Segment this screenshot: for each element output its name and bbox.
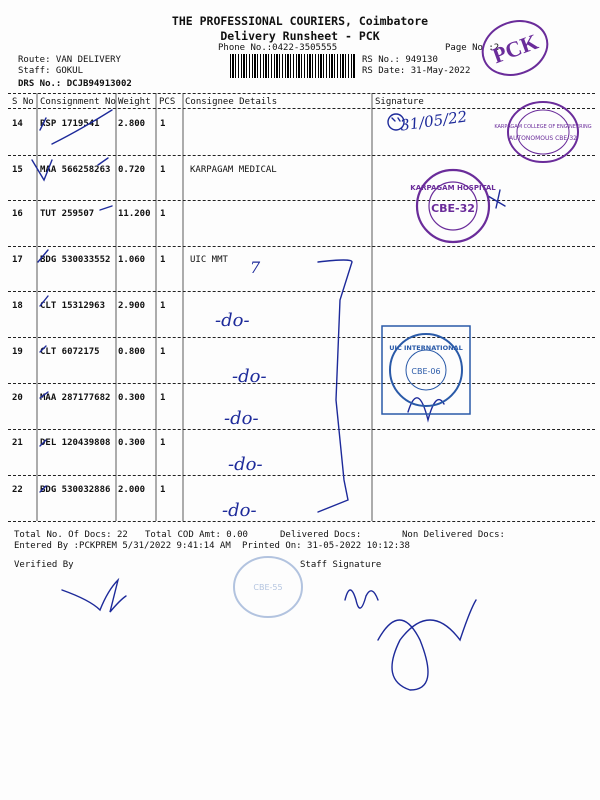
hospital-stamp-city: CBE-32 xyxy=(431,202,475,215)
entered-by: Entered By :PCKPREM 5/31/2022 9:41:14 AM xyxy=(14,541,231,551)
row-weight: 0.300 xyxy=(118,393,146,403)
row-sno: 18 xyxy=(12,301,23,311)
uic-stamp xyxy=(378,322,474,418)
row-pcs: 1 xyxy=(160,485,166,495)
row-weight: 0.800 xyxy=(118,347,146,357)
faint-stamp xyxy=(228,552,308,622)
delivered-docs: Delivered Docs: xyxy=(280,530,362,540)
college-stamp-sub: AUTONOMOUS CBE-32 xyxy=(509,135,577,142)
ditto-mark: -do- xyxy=(228,454,263,475)
row-sno: 16 xyxy=(12,209,23,219)
row-pcs: 1 xyxy=(160,301,166,311)
handwritten-date: 31/05/22 xyxy=(399,107,469,135)
row-pcs: 1 xyxy=(160,393,166,403)
document-subtitle: Delivery Runsheet - PCK xyxy=(220,29,380,43)
row-consignment: DEL 120439808 xyxy=(40,438,111,448)
col-header-consignee: Consignee Details xyxy=(185,97,278,107)
col-header-consignment: Consignment No xyxy=(40,97,116,107)
phone-number: Phone No.:0422-3505555 xyxy=(218,43,338,53)
col-header-pcs: PCS xyxy=(159,97,176,107)
rs-date: RS Date: 31-May-2022 xyxy=(362,66,471,76)
ditto-mark: -do- xyxy=(224,408,259,429)
staff: Staff: GOKUL xyxy=(18,66,84,76)
college-stamp-text: KARPAGAM COLLEGE OF ENGINEERING xyxy=(494,124,592,130)
row-weight: 2.800 xyxy=(118,119,146,129)
hospital-stamp-text: KARPAGAM HOSPITAL xyxy=(410,184,496,192)
col-header-signature: Signature xyxy=(375,97,424,107)
row-sno: 21 xyxy=(12,438,23,448)
page-number: Page No :2 xyxy=(445,43,500,53)
row-consignment: RSP 1719541 xyxy=(40,119,100,129)
row-consignment: BDG 530033552 xyxy=(40,255,111,265)
row-consignee: KARPAGAM MEDICAL xyxy=(190,165,277,175)
hospital-stamp xyxy=(410,166,496,246)
document-title: THE PROFESSIONAL COURIERS, Coimbatore xyxy=(171,14,429,28)
row-sno: 15 xyxy=(12,165,23,175)
row-weight: 11.200 xyxy=(118,209,151,219)
row-sno: 17 xyxy=(12,255,23,265)
pck-stamp-text: PCK xyxy=(489,28,542,69)
row-weight: 0.720 xyxy=(118,165,146,175)
uic-stamp-city: CBE-06 xyxy=(411,367,441,376)
faint-stamp-text: CBE-55 xyxy=(253,583,283,592)
route: Route: VAN DELIVERY xyxy=(18,55,121,65)
row-weight: 1.060 xyxy=(118,255,146,265)
college-stamp xyxy=(494,98,592,166)
col-header-weight: Weight xyxy=(118,97,151,107)
ditto-mark: -do- xyxy=(215,310,250,331)
row-consignee: UIC MMT xyxy=(190,255,228,265)
cod-amount: Total COD Amt: 0.00 xyxy=(145,530,248,540)
row-consignment: MAA 287177682 xyxy=(40,393,111,403)
row-pcs: 1 xyxy=(160,438,166,448)
uic-stamp-text: UIC INTERNATIONAL xyxy=(389,344,463,352)
row-consignment: BDG 530032886 xyxy=(40,485,111,495)
row-pcs: 1 xyxy=(160,255,166,265)
row-consignment: CLT 15312963 xyxy=(40,301,106,311)
row-weight: 2.900 xyxy=(118,301,146,311)
row-pcs: 1 xyxy=(160,119,166,129)
row-sno: 19 xyxy=(12,347,23,357)
drs-number: DRS No.: DCJB94913002 xyxy=(18,79,132,89)
row-sno: 22 xyxy=(12,485,23,495)
row-consignment: MAA 566258263 xyxy=(40,165,111,175)
total-docs: Total No. Of Docs: 22 xyxy=(14,530,128,540)
row-weight: 2.000 xyxy=(118,485,146,495)
row-consignment: TUT 259507 xyxy=(40,209,95,219)
non-delivered-docs: Non Delivered Docs: xyxy=(402,530,505,540)
row-weight: 0.300 xyxy=(118,438,146,448)
col-header-sno: S No xyxy=(12,97,34,107)
rs-number: RS No.: 949130 xyxy=(362,55,438,65)
row-consignment: CLT 6072175 xyxy=(40,347,100,357)
printed-on: Printed On: 31-05-2022 10:12:38 xyxy=(242,541,410,551)
verified-by-label: Verified By xyxy=(14,560,74,570)
handwritten-mark: 7 xyxy=(250,258,261,277)
ditto-mark: -do- xyxy=(232,366,267,387)
row-pcs: 1 xyxy=(160,165,166,175)
staff-signature-label: Staff Signature xyxy=(300,560,382,570)
row-pcs: 1 xyxy=(160,347,166,357)
row-sno: 14 xyxy=(12,119,23,129)
row-sno: 20 xyxy=(12,393,23,403)
row-pcs: 1 xyxy=(160,209,166,219)
ditto-mark: -do- xyxy=(222,500,257,521)
